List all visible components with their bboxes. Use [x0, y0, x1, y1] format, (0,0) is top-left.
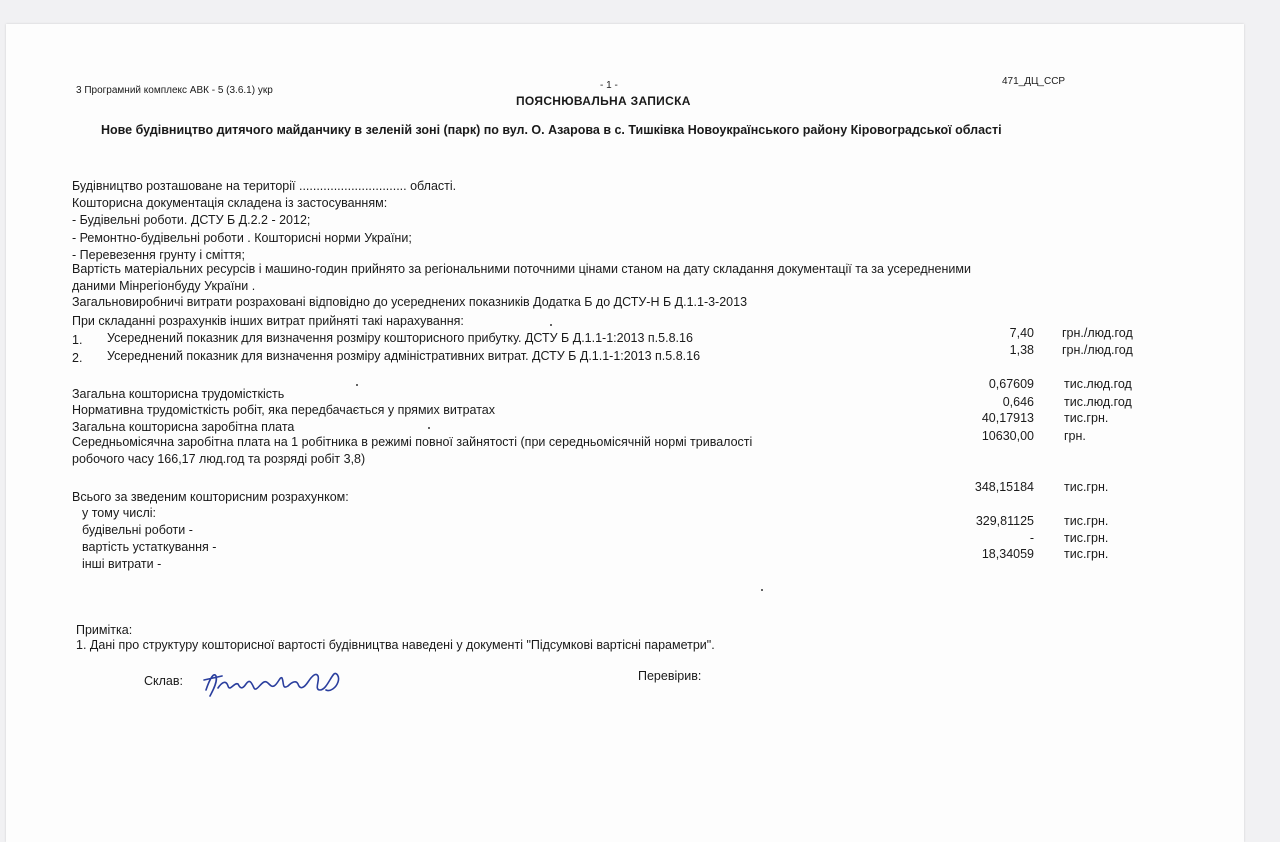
charge-value: 1,38 — [1009, 343, 1034, 357]
scan-speck — [356, 384, 358, 386]
project-name: Нове будівництво дитячого майданчику в зеленій зоні (парк) по вул. О. Азарова в с. Тишківка Новоукраїнського району Кіровоградської області — [101, 123, 1002, 137]
charge-unit: грн./люд.год — [1062, 343, 1133, 357]
indicator-value: 10630,00 — [981, 429, 1034, 443]
charge-value: 7,40 — [1009, 326, 1034, 340]
indicator-label: Середньомісячна заробітна плата на 1 робітника в режимі повної зайнятості (при середньомісячній нормі тривалості — [72, 435, 753, 449]
compiled-by-label: Склав: — [144, 674, 183, 688]
total-item-value: - — [1029, 531, 1034, 545]
document-code: 471_ДЦ_ССР — [1002, 76, 1066, 87]
body-line: При складанні розрахунків інших витрат прийняті такі нарахування: — [72, 314, 464, 328]
total-label: Всього за зведеним кошторисним розрахунком: — [72, 490, 349, 504]
total-item-unit: тис.грн. — [1064, 531, 1109, 545]
scan-speck — [761, 589, 763, 591]
scan-speck — [428, 427, 430, 429]
program-header: 3 Програмний комплекс АВК - 5 (3.6.1) укр — [76, 85, 273, 96]
charge-number: 1. — [72, 333, 83, 347]
charge-unit: грн./люд.год — [1062, 326, 1133, 340]
body-line: Загальновиробничі витрати розраховані відповідно до усереднених показників Додатка Б до ДСТУ-Н Б Д.1.1-3-2013 — [72, 295, 748, 309]
body-line: Вартість матеріальних ресурсів і машино-годин прийнято за регіональними поточними цінами станом на дату складання документації та за усередненими — [72, 262, 971, 276]
total-item-unit: тис.грн. — [1064, 547, 1109, 561]
indicator-label: Загальна кошторисна трудомісткість — [72, 387, 285, 401]
charge-number: 2. — [72, 351, 83, 365]
total-item-unit: тис.грн. — [1064, 514, 1109, 528]
body-line: - Перевезення грунту і сміття; — [72, 248, 245, 262]
indicator-label: Нормативна трудомісткість робіт, яка передбачається у прямих витратах — [72, 403, 496, 417]
document-title: ПОЯСНЮВАЛЬНА ЗАПИСКА — [516, 94, 691, 108]
total-unit: тис.грн. — [1064, 480, 1109, 494]
body-line: - Будівельні роботи. ДСТУ Б Д.2.2 - 2012; — [72, 213, 311, 227]
indicator-unit: тис.люд.год — [1064, 395, 1132, 409]
indicator-unit: тис.люд.год — [1064, 377, 1132, 391]
indicator-unit: грн. — [1064, 429, 1086, 443]
total-including: у тому числі: — [82, 506, 157, 520]
body-line: Кошторисна документація складена із застосуванням: — [72, 196, 388, 210]
indicator-unit: тис.грн. — [1064, 411, 1109, 425]
body-line: даними Мінрегіонбуду України . — [72, 279, 256, 293]
indicator-value: 40,17913 — [981, 411, 1034, 425]
total-item-label: будівельні роботи - — [82, 523, 193, 537]
body-line: - Ремонтно-будівельні роботи . Кошторисні норми України; — [72, 231, 412, 245]
indicator-value: 0,67609 — [988, 377, 1034, 391]
total-item-label: вартість устаткування - — [82, 540, 217, 554]
note-title: Примітка: — [76, 623, 133, 637]
charge-text: Усереднений показник для визначення розміру адміністративних витрат. ДСТУ Б Д.1.1-1:2013 п.5.8.16 — [107, 349, 701, 363]
indicator-label: Загальна кошторисна заробітна плата — [72, 420, 295, 434]
scan-speck — [550, 324, 552, 326]
indicator-continuation: робочого часу 166,17 люд.год та розряді робіт 3,8) — [72, 452, 366, 466]
total-item-value: 18,34059 — [981, 547, 1034, 561]
indicator-value: 0,646 — [1002, 395, 1034, 409]
signature-image — [200, 662, 350, 704]
note-text: 1. Дані про структуру кошторисної вартості будівництва наведені у документі "Підсумкові вартісні параметри". — [76, 638, 715, 652]
document-sheet — [6, 24, 1244, 842]
body-line: Будівництво розташоване на території ............................... області. — [72, 179, 457, 193]
total-value: 348,15184 — [974, 480, 1034, 494]
page-number: - 1 - — [600, 80, 618, 91]
total-item-value: 329,81125 — [975, 514, 1034, 528]
charge-text: Усереднений показник для визначення розміру кошторисного прибутку. ДСТУ Б Д.1.1-1:2013 п.5.8.16 — [107, 331, 693, 345]
checked-by-label: Перевірив: — [638, 669, 702, 683]
total-item-label: інші витрати - — [82, 557, 162, 571]
